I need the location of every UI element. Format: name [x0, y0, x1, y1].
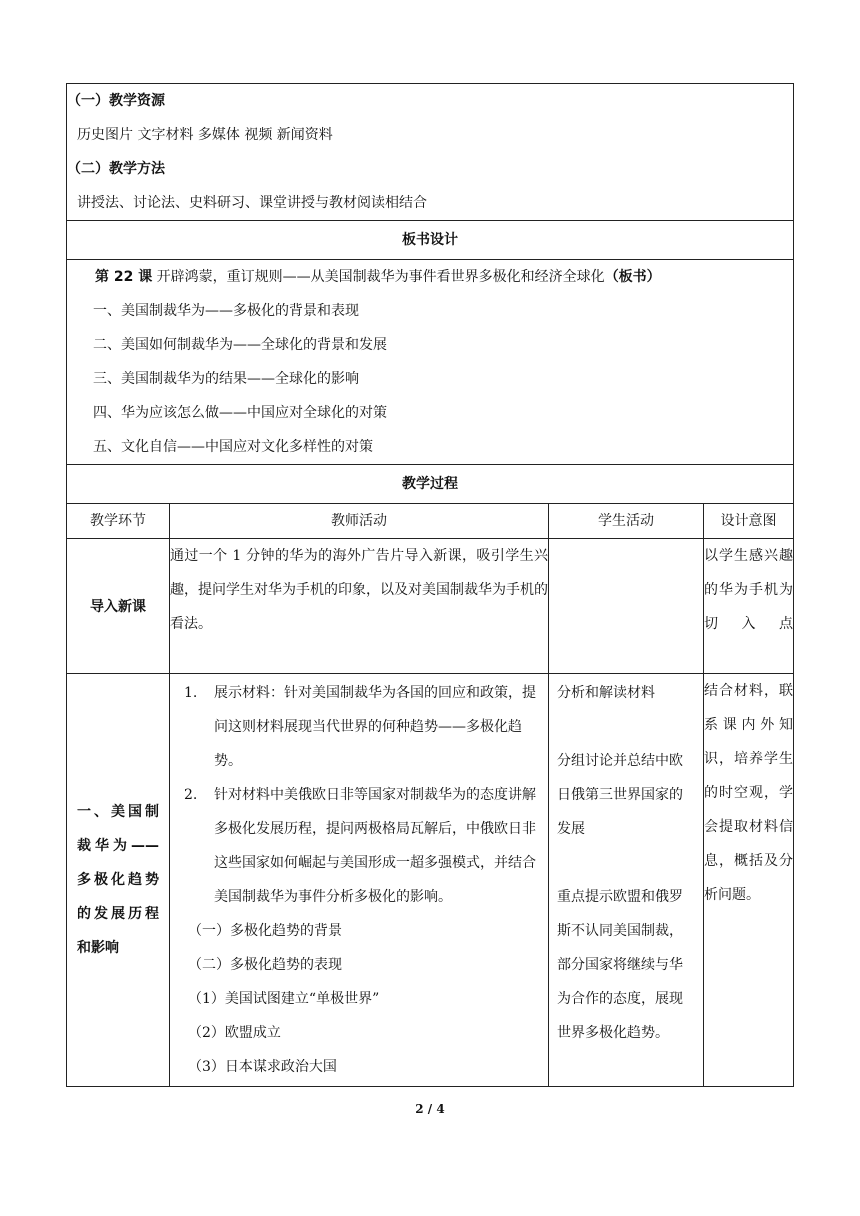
teacher-activity-cell: 通过一个 1 分钟的华为的海外广告片导入新课，吸引学生兴趣，提问学生对华为手机的印象，以及对美国制裁华为手机的看法。: [170, 539, 549, 674]
teacher-subpoint: （2）欧盟成立: [188, 1025, 281, 1041]
student-activity-cell: [549, 674, 704, 1087]
teacher-subpoint: （一）多极化趋势的背景: [188, 923, 342, 939]
board-line: 五、文化自信——中国应对文化多样性的对策: [93, 439, 373, 455]
resources-heading: （一）教学资源: [67, 93, 165, 109]
list-item-text: 展示材料：针对美国制裁华为各国的回应和政策，提问这则材料展现当代世界的何种趋势——多极化趋势。: [214, 685, 536, 769]
column-header-intent: 设计意图: [704, 504, 794, 539]
spacer: [557, 710, 695, 744]
student-activity-para: 分组讨论并总结中欧日俄第三世界国家的发展: [557, 753, 683, 837]
methods-items: 讲授法、讨论法、史料研习、课堂讲授与教材阅读相结合: [77, 195, 427, 211]
list-item: [178, 676, 540, 778]
resources-methods-row: [67, 84, 794, 221]
process-heading: 教学过程: [67, 465, 794, 504]
teacher-subpoint: （二）多极化趋势的表现: [188, 957, 342, 973]
teacher-subpoint: （1）美国试图建立“单极世界”: [188, 991, 380, 1007]
teacher-subpoint: （3）日本谋求政治大国: [188, 1059, 337, 1075]
board-title: [67, 260, 793, 294]
board-line: 一、美国制裁华为——多极化的背景和表现: [93, 303, 359, 319]
student-activity-para: 分析和解读材料: [557, 685, 655, 701]
list-item-number: 2.: [184, 787, 198, 803]
board-line: 二、美国如何制裁华为——全球化的背景和发展: [93, 337, 387, 353]
teacher-activity-cell: [170, 674, 549, 1087]
design-intent-cell: 以学生感兴趣的华为手机为切入点: [704, 539, 794, 674]
board-title-suffix: （板书）: [604, 269, 661, 285]
board-line: 三、美国制裁华为的结果——全球化的影响: [93, 371, 359, 387]
teacher-activity-list: [178, 676, 540, 914]
board-line: 四、华为应该怎么做——中国应对全球化的对策: [93, 405, 387, 421]
stage-title: 一、美国制裁华为——多极化趋势的发展历程和影响: [77, 804, 159, 956]
board-heading-row: [67, 221, 794, 260]
list-item-text: 针对材料中美俄欧日非等国家对制裁华为的态度讲解多极化发展历程，提问两极格局瓦解后，中俄欧日非这些国家如何崛起与美国形成一超多强模式，并结合美国制裁华为事件分析多极化的影响。: [214, 787, 536, 905]
resources-items: 历史图片 文字材料 多媒体 视频 新闻资料: [77, 127, 333, 143]
spacer: [557, 846, 695, 880]
process-heading-row: [67, 465, 794, 504]
table-row: [67, 674, 794, 1087]
process-column-headers: [67, 504, 794, 539]
student-activity-cell: [549, 539, 704, 674]
page-number: 2 / 4: [415, 1102, 445, 1116]
column-header-stage: 教学环节: [67, 504, 170, 539]
stage-cell: 导入新课: [67, 539, 170, 674]
list-item: [178, 778, 540, 914]
board-title-prefix: 第 22 课: [95, 269, 153, 285]
lesson-plan-table: [66, 83, 794, 1087]
column-header-teacher: 教师活动: [170, 504, 549, 539]
methods-heading: （二）教学方法: [67, 161, 165, 177]
table-row: [67, 539, 794, 674]
board-title-main: 开辟鸿蒙，重订规则——从美国制裁华为事件看世界多极化和经济全球化: [152, 269, 605, 285]
student-activity-para: 重点提示欧盟和俄罗斯不认同美国制裁，部分国家将继续与华为合作的态度，展现世界多极化趋势。: [557, 889, 683, 1041]
design-intent-cell: 结合材料，联系课内外知识，培养学生的时空观，学会提取材料信息，概括及分析问题。: [704, 674, 794, 1087]
list-item-number: 1.: [184, 685, 198, 701]
board-content-row: [67, 260, 794, 465]
column-header-student: 学生活动: [549, 504, 704, 539]
stage-cell: [67, 674, 170, 1087]
board-heading: 板书设计: [67, 221, 794, 260]
